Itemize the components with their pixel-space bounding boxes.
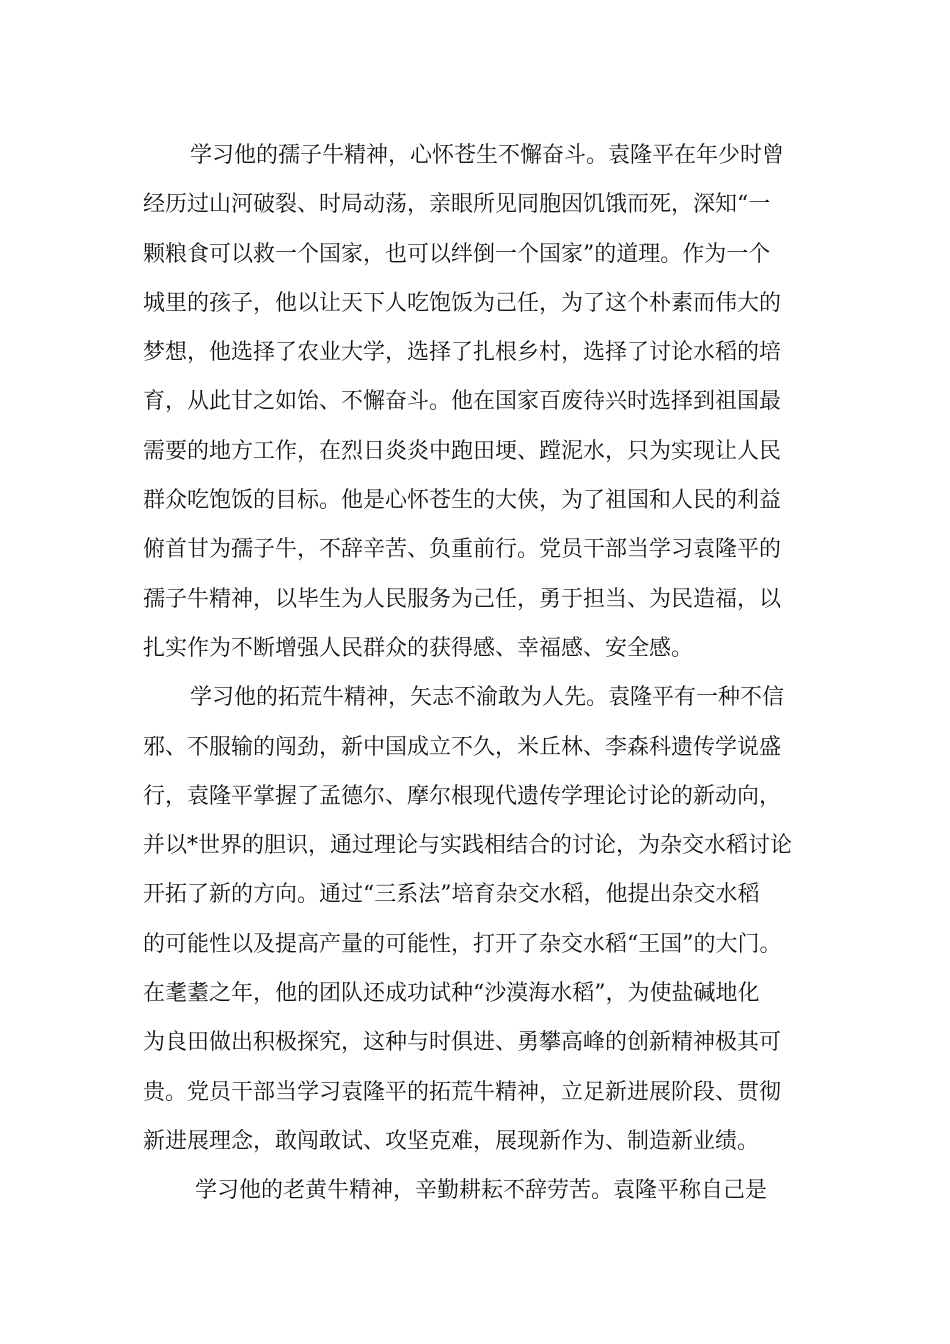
paragraph-1-line-2: 经历过山河破裂、时局动荡，亲眼所见同胞因饥饿而死，深知“一 [143, 192, 771, 218]
paragraph-2-line-1: 学习他的拓荒牛精神，矢志不渝敢为人先。袁隆平有一种不信 [190, 685, 785, 711]
paragraph-1-line-8: 群众吃饱饭的目标。他是心怀苍生的大侠，为了祖国和人民的利益 [143, 488, 782, 514]
paragraph-1-line-4: 城里的孩子，他以让天下人吃饱饭为己任，为了这个朴素而伟大的 [143, 290, 782, 316]
paragraph-1-line-9: 俯首甘为孺子牛，不辞辛苦、负重前行。党员干部当学习袁隆平的 [143, 537, 782, 563]
paragraph-1-line-6: 育，从此甘之如饴、不懈奋斗。他在国家百废待兴时选择到祖国最 [143, 389, 782, 415]
paragraph-2-line-3: 行，袁隆平掌握了孟德尔、摩尔根现代遗传学理论讨论的新动向， [143, 783, 782, 809]
paragraph-1-line-10: 孺子牛精神，以毕生为人民服务为己任，勇于担当、为民造福，以 [143, 586, 782, 612]
document-body [143, 131, 823, 1216]
paragraph-3-line-1: 学习他的老黄牛精神，辛勤耕耘不辞劳苦。袁隆平称自己是 [195, 1178, 768, 1204]
paragraph-1-line-7: 需要的地方工作，在烈日炎炎中跑田埂、蹚泥水，只为实现让人民 [143, 438, 782, 464]
paragraph-1-line-3: 颗粮食可以救一个国家，也可以绊倒一个国家”的道理。作为一个 [143, 241, 771, 267]
paragraph-1-line-1: 学习他的孺子牛精神，心怀苍生不懈奋斗。袁隆平在年少时曾 [190, 143, 785, 168]
paragraph-1-line-5: 梦想，他选择了农业大学，选择了扎根乡村，选择了讨论水稻的培 [143, 340, 782, 366]
paragraph-2-line-8: 为良田做出积极探究，这种与时俱进、勇攀高峰的创新精神极其可 [143, 1030, 782, 1056]
paragraph-2-line-7: 在耄耋之年，他的团队还成功试种“沙漠海水稻”，为使盐碱地化 [143, 981, 760, 1007]
paragraph-2-line-4: 并以*世界的胆识，通过理论与实践相结合的讨论，为杂交水稻讨论 [143, 833, 793, 859]
paragraph-2-line-2: 邪、不服输的闯劲，新中国成立不久，米丘林、李森科遗传学说盛 [143, 734, 782, 760]
paragraph-2-line-10: 新进展理念，敢闯敢试、攻坚克难，展现新作为、制造新业绩。 [143, 1128, 760, 1154]
paragraph-2-line-5: 开拓了新的方向。通过“三系法”培育杂交水稻，他提出杂交水稻 [143, 882, 760, 908]
paragraph-2-line-6: 的可能性以及提高产量的可能性，打开了杂交水稻“王国”的大门。 [143, 931, 782, 957]
paragraph-1-line-11: 扎实作为不断增强人民群众的获得感、幸福感、安全感。 [143, 635, 694, 661]
paragraph-2-line-9: 贵。党员干部当学习袁隆平的拓荒牛精神，立足新进展阶段、贯彻 [143, 1079, 782, 1105]
